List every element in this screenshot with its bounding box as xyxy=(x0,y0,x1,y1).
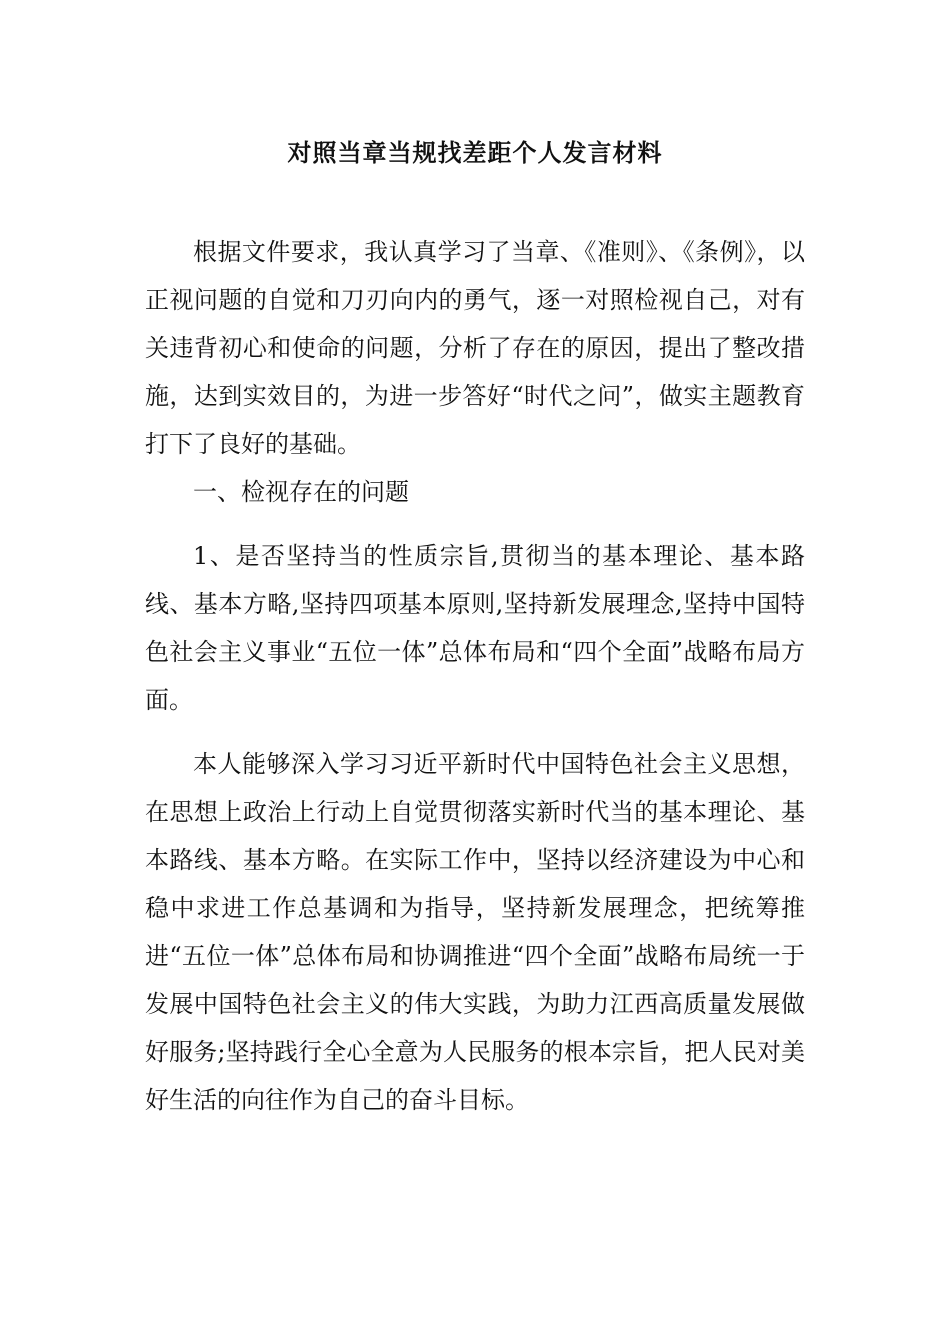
section-heading-problems: 一、检视存在的问题 xyxy=(193,478,409,506)
paragraph-item-1: 1、是否坚持当的性质宗旨,贯彻当的基本理论、基本路线、基本方略,坚持四项基本原则,坚持新发展理念,坚持中国特色社会主义事业“五位一体”总体布局和“四个全面”战略布局方面。 xyxy=(145,542,805,714)
paragraph-intro: 根据文件要求，我认真学习了当章、《准则》、《条例》，以正视问题的自觉和刀刃向内的勇气，逐一对照检视自己，对有关违背初心和使命的问题，分析了存在的原因，提出了整改措施，达到实效目的，为进一步答好“时代之问”，做实主题教育打下了良好的基础。 xyxy=(145,238,805,458)
document-body xyxy=(145,228,805,1124)
paragraph-self-assessment: 本人能够深入学习习近平新时代中国特色社会主义思想，在思想上政治上行动上自觉贯彻落实新时代当的基本理论、基本路线、基本方略。在实际工作中，坚持以经济建设为中心和稳中求进工作总基调和为指导，坚持新发展理念，把统筹推进“五位一体”总体布局和协调推进“四个全面”战略布局统一于发展中国特色社会主义的伟大实践，为助力江西高质量发展做好服务;坚持践行全心全意为人民服务的根本宗旨，把人民对美好生活的向往作为自己的奋斗目标。 xyxy=(145,750,805,1114)
document-title: 对照当章当规找差距个人发言材料 xyxy=(287,139,663,167)
